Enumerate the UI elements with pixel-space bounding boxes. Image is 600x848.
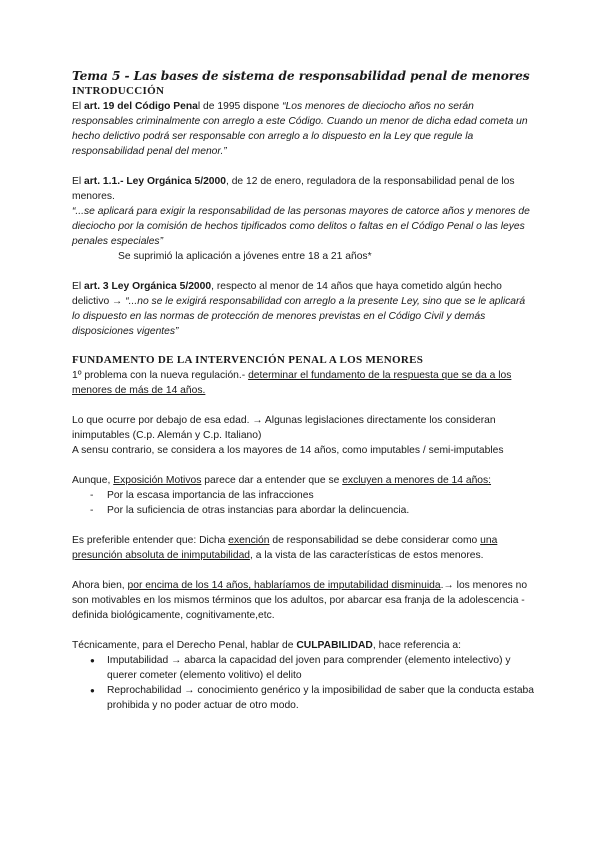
bullet-list <box>72 653 534 713</box>
paragraph-art-1-1: El art. 1.1.- Ley Orgánica 5/2000, de 12 de enero, reguladora de la responsabilidad penal de los menores. <box>72 176 515 202</box>
list-item: ● Reprochabilidad → conocimiento genérico y la imposibilidad de saber que la conducta estaba prohibida y no poder actuar de otro modo. <box>90 683 534 713</box>
section-heading-introduccion: INTRODUCCIÓN <box>72 85 165 97</box>
list-item: - Por la suficiencia de otras instancias para abordar la delincuencia. <box>90 503 534 518</box>
paragraph-imputabilidad-disminuida: Ahora bien, por encima de los 14 años, hablaríamos de imputabilidad disminuida.→ los menores no son motivables en los mismos términos que los adultos, por abarcar esa franja de la adolescencia -definida biológicamente, cognitivamente,etc. <box>72 580 528 621</box>
note-suppressed: Se suprimió la aplicación a jóvenes entre 18 a 21 años* <box>118 251 372 262</box>
paragraph-culpabilidad: Técnicamente, para el Derecho Penal, hablar de CULPABILIDAD, hace referencia a: <box>72 640 461 651</box>
section-heading-fundamento: FUNDAMENTO DE LA INTERVENCIÓN PENAL A LOS MENORES <box>72 354 424 366</box>
quote-art-1-1: “...se aplicará para exigir la responsabilidad de las personas mayores de catorce años y menores de dieciocho por la comisión de hechos tipificados como delitos o faltas en el Código Penal o las leyes penales especiales” <box>72 206 530 247</box>
paragraph-sensu-contrario: A sensu contrario, se considera a los mayores de 14 años, como imputables / semi-imputables <box>72 445 504 456</box>
list-item: ● Imputabilidad → abarca la capacidad del joven para comprender (elemento intelectivo) y querer cometer (elemento volitivo) el delito <box>90 653 534 683</box>
paragraph-problema: 1º problema con la nueva regulación.- determinar el fundamento de la respuesta que se da a los menores de más de 14 años. <box>72 370 512 396</box>
dash-list <box>72 488 534 518</box>
paragraph-art-19: El art. 19 del Código Penal de 1995 dispone “Los menores de dieciocho años no serán responsables criminalmente con arreglo a este Código. Cuando un menor de dicha edad cometa un hecho delictivo podrá ser responsable con arreglo a lo dispuesto en la Ley que regule la responsabilidad penal del menor.” <box>72 101 528 157</box>
paragraph-exposicion-motivos: Aunque, Exposición Motivos parece dar a entender que se excluyen a menores de 14 años: <box>72 475 492 486</box>
paragraph-art-3: El art. 3 Ley Orgánica 5/2000, respecto al menor de 14 años que haya cometido algún hecho delictivo → “...no se le exigirá responsabilidad con arreglo a la presente Ley, sino que se le aplicará lo dispuesto en las normas de protección de menores previstas en el Código Civil y demás disposiciones vigentes” <box>72 281 526 337</box>
paragraph-exencion: Es preferible entender que: Dicha exención de responsabilidad se debe considerar como una presunción absoluta de inimputabilidad, a la vista de las características de estos menores. <box>72 535 498 561</box>
document-page <box>72 68 534 713</box>
list-item: - Por la escasa importancia de las infracciones <box>90 488 534 503</box>
paragraph-debajo-edad: Lo que ocurre por debajo de esa edad. → Algunas legislaciones directamente los consideran inimputables (C.p. Alemán y C.p. Italiano) <box>72 415 496 441</box>
document-title: Tema 5 - Las bases de sistema de responsabilidad penal de menores <box>72 69 530 83</box>
